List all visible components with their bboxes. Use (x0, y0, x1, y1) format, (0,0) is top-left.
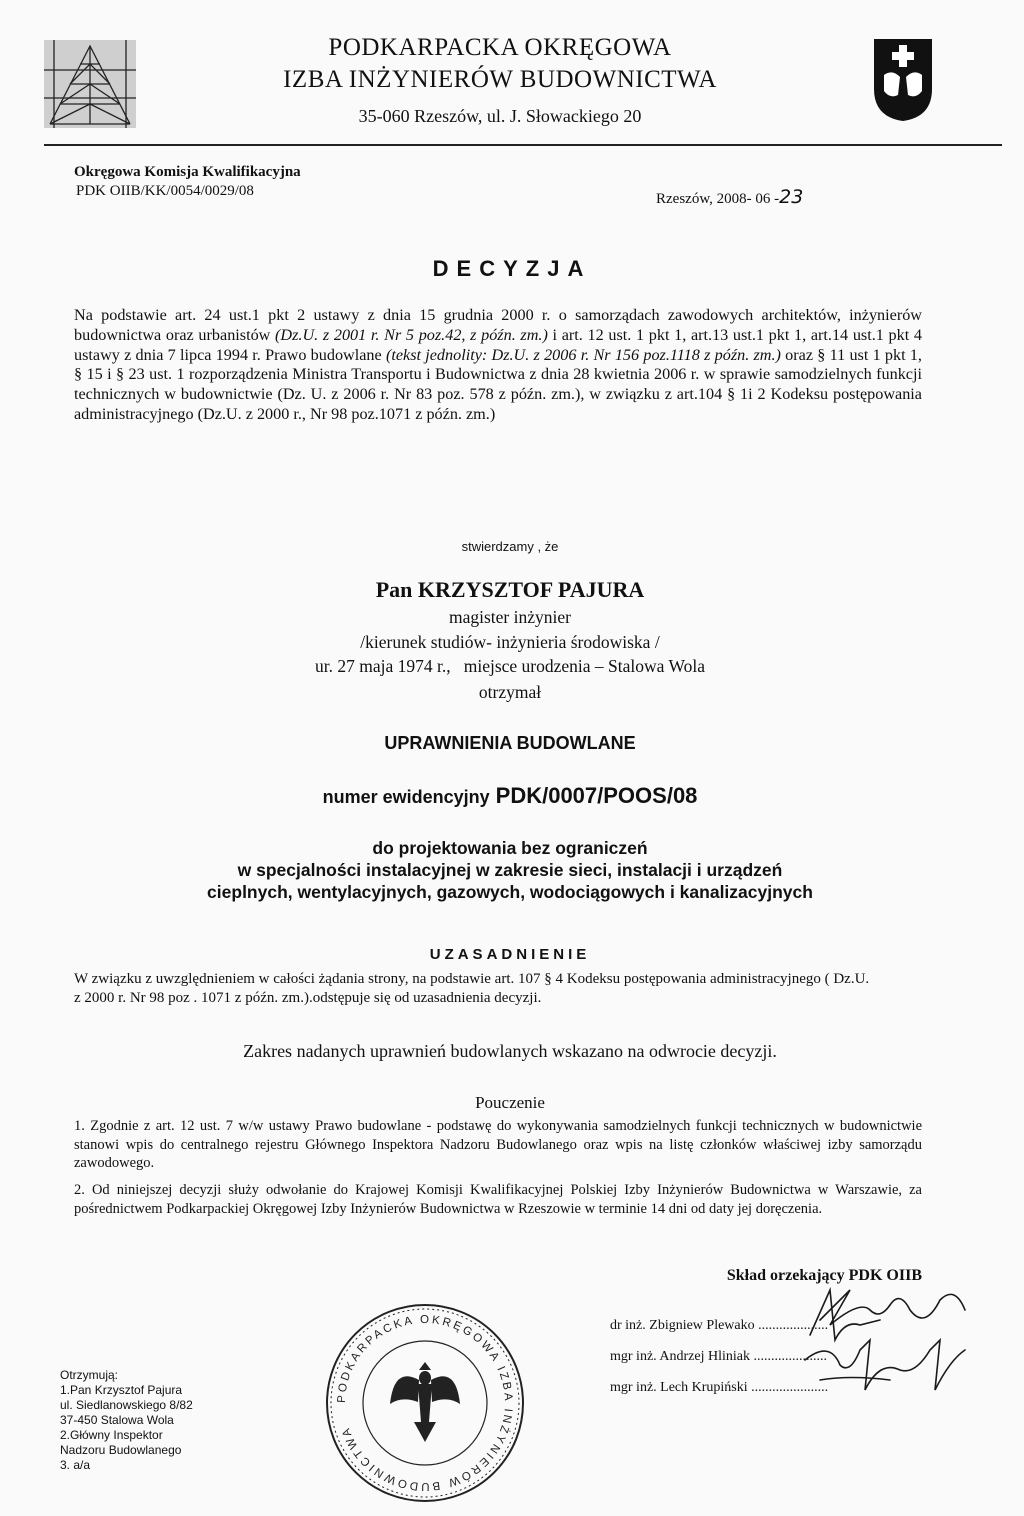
registry-number-line (200, 783, 820, 809)
eagle-emblem (390, 1362, 460, 1442)
legal-basis-part-2: i art. 12 ust. 1 pkt 1, art.13 ust.1 pkt 1, art.14 ust.1 pkt 4 ustawy z dnia 7 lipca 1994 r. Prawo budowlane (74, 325, 922, 364)
official-round-stamp (322, 1300, 528, 1506)
person-field-of-study: /kierunek studiów- inżynieria środowiska / (360, 632, 660, 652)
recipient-line: 3. a/a (60, 1458, 91, 1472)
chamber-logo (44, 40, 136, 128)
license-scope (100, 837, 920, 903)
recipient-line: 37-450 Stalowa Wola (60, 1413, 174, 1427)
instructions-heading: Pouczenie (475, 1093, 545, 1112)
reference-number: PDK OIIB/KK/0054/0029/08 (76, 183, 254, 199)
issue-date-handwritten-day: 23 (779, 186, 804, 208)
legal-basis-part-3: oraz § 11 ust 1 pkt 1, § 15 i § 23 ust. 1 rozporządzenia Ministra Transportu i Budownictwa z dnia 28 kwietnia 2006 r. w sprawie samodzielnych funkcji technicznych w budownictwie (Dz. U. z 2006 r. Nr 83 poz. 578 z późn. zm.), w związku z art.104 § 1i 2 Kodeksu postępowania administracyjnego (Dz.U. z 2000 r., Nr 98 poz.1071 z późn. zm.) (74, 345, 922, 423)
statement-intro: stwierdzamy , że (461, 539, 559, 554)
chamber-address: 35-060 Rzeszów, ul. J. Słowackiego 20 (358, 106, 642, 126)
person-birth-info: ur. 27 maja 1974 r., miejsce urodzenia – Stalowa Wola (315, 656, 705, 676)
legal-basis-part-1: Na podstawie art. 24 ust.1 pkt 2 ustawy z dnia 15 grudnia 2000 r. o samorządach zawodowych architektów, inżynierów budownictwa oraz urbanistów (74, 306, 922, 344)
scope-line-1: do projektowania bez ograniczeń (372, 838, 648, 858)
panel-heading: Skład orzekający PDK OIIB (726, 1267, 922, 1284)
license-title: UPRAWNIENIA BUDOWLANE (384, 733, 636, 753)
panel-member: mgr inż. Lech Krupiński ...................... (610, 1380, 829, 1395)
decision-heading: DECYZJA (432, 256, 592, 281)
person-degree: magister inżynier (449, 607, 571, 627)
header-divider (44, 144, 1002, 146)
coat-of-arms (872, 37, 934, 123)
scope-note: Zakres nadanych uprawnień budowlanych wskazano na odwrocie decyzji. (243, 1041, 777, 1061)
recipient-line: ul. Siedlanowskiego 8/82 (60, 1398, 193, 1412)
recipient-line: Nadzoru Budowlanego (60, 1443, 182, 1457)
registry-label: numer ewidencyjny (322, 787, 490, 807)
scope-line-2: w specjalności instalacyjnej w zakresie sieci, instalacji i urządzeń (237, 860, 783, 880)
instruction-item-2: 2. Od niniejszej decyzji służy odwołanie do Krajowej Komisji Kwalifikacyjnej Polskiej Izby Inżynierów Budownictwa w Warszawie, za pośrednictwem Podkarpackiej Okręgowej Izby Inżynierów Budownictwa w Rzeszowie w terminie 14 dni od daty jej doręczenia. (74, 1182, 922, 1217)
justification-text: W związku z uwzględnieniem w całości żądania strony, na podstawie art. 107 § 4 Kodeksu postępowania administracyjnego ( Dz.U. z 2000 r. Nr 98 poz . 1071 z późn. zm.).odstępuje się od uzasadnienia decyzji. (74, 971, 870, 1006)
legal-basis-paragraph (74, 306, 922, 425)
handwritten-signatures (790, 1280, 990, 1420)
scope-line-3: cieplnych, wentylacyjnych, gazowych, wodociągowych i kanalizacyjnych (207, 882, 813, 902)
panel-member: mgr inż. Andrzej Hliniak ..................... (610, 1349, 827, 1364)
legal-basis-citation-1: (Dz.U. z 2001 r. Nr 5 poz.42, z późn. zm.) (275, 325, 548, 344)
stamp-text: PODKARPACKA OKRĘGOWA IZBA INŻYNIERÓW BUDOWNICTWA (335, 1313, 515, 1493)
issue-date-printed: Rzeszów, 2008- 06 - (656, 191, 780, 207)
recipient-line: 2.Główny Inspektor (60, 1428, 163, 1442)
legal-basis-citation-2: (tekst jednolity: Dz.U. z 2006 r. Nr 156 poz.1118 z późn. zm.) (385, 345, 781, 364)
recipients-list (60, 1368, 193, 1473)
registry-number: PDK/0007/POOS/08 (495, 783, 698, 808)
received-label: otrzymał (478, 682, 542, 702)
person-name: Pan KRZYSZTOF PAJURA (375, 577, 645, 602)
justification-heading: UZASADNIENIE (429, 946, 591, 963)
commission-name: Okręgowa Komisja Kwalifikacyjna (74, 164, 301, 180)
chamber-name-line-2: IZBA INŻYNIERÓW BUDOWNICTWA (283, 66, 717, 93)
panel-member: dr inż. Zbigniew Plewako .................... (610, 1318, 829, 1333)
recipients-heading: Otrzymują: (60, 1368, 119, 1382)
recipient-line: 1.Pan Krzysztof Pajura (60, 1383, 183, 1397)
issue-date (656, 186, 803, 208)
chamber-name-line-1: PODKARPACKA OKRĘGOWA (328, 34, 672, 61)
instruction-item-1: 1. Zgodnie z art. 12 ust. 7 w/w ustawy Prawo budowlane - podstawę do wykonywania samodzielnych funkcji technicznych w budownictwie stanowi wpis do centralnego rejestru Głównego Inspektora Nadzoru Budowlanego oraz wpis na listę członków właściwej izby samorządu zawodowego. (74, 1118, 922, 1171)
